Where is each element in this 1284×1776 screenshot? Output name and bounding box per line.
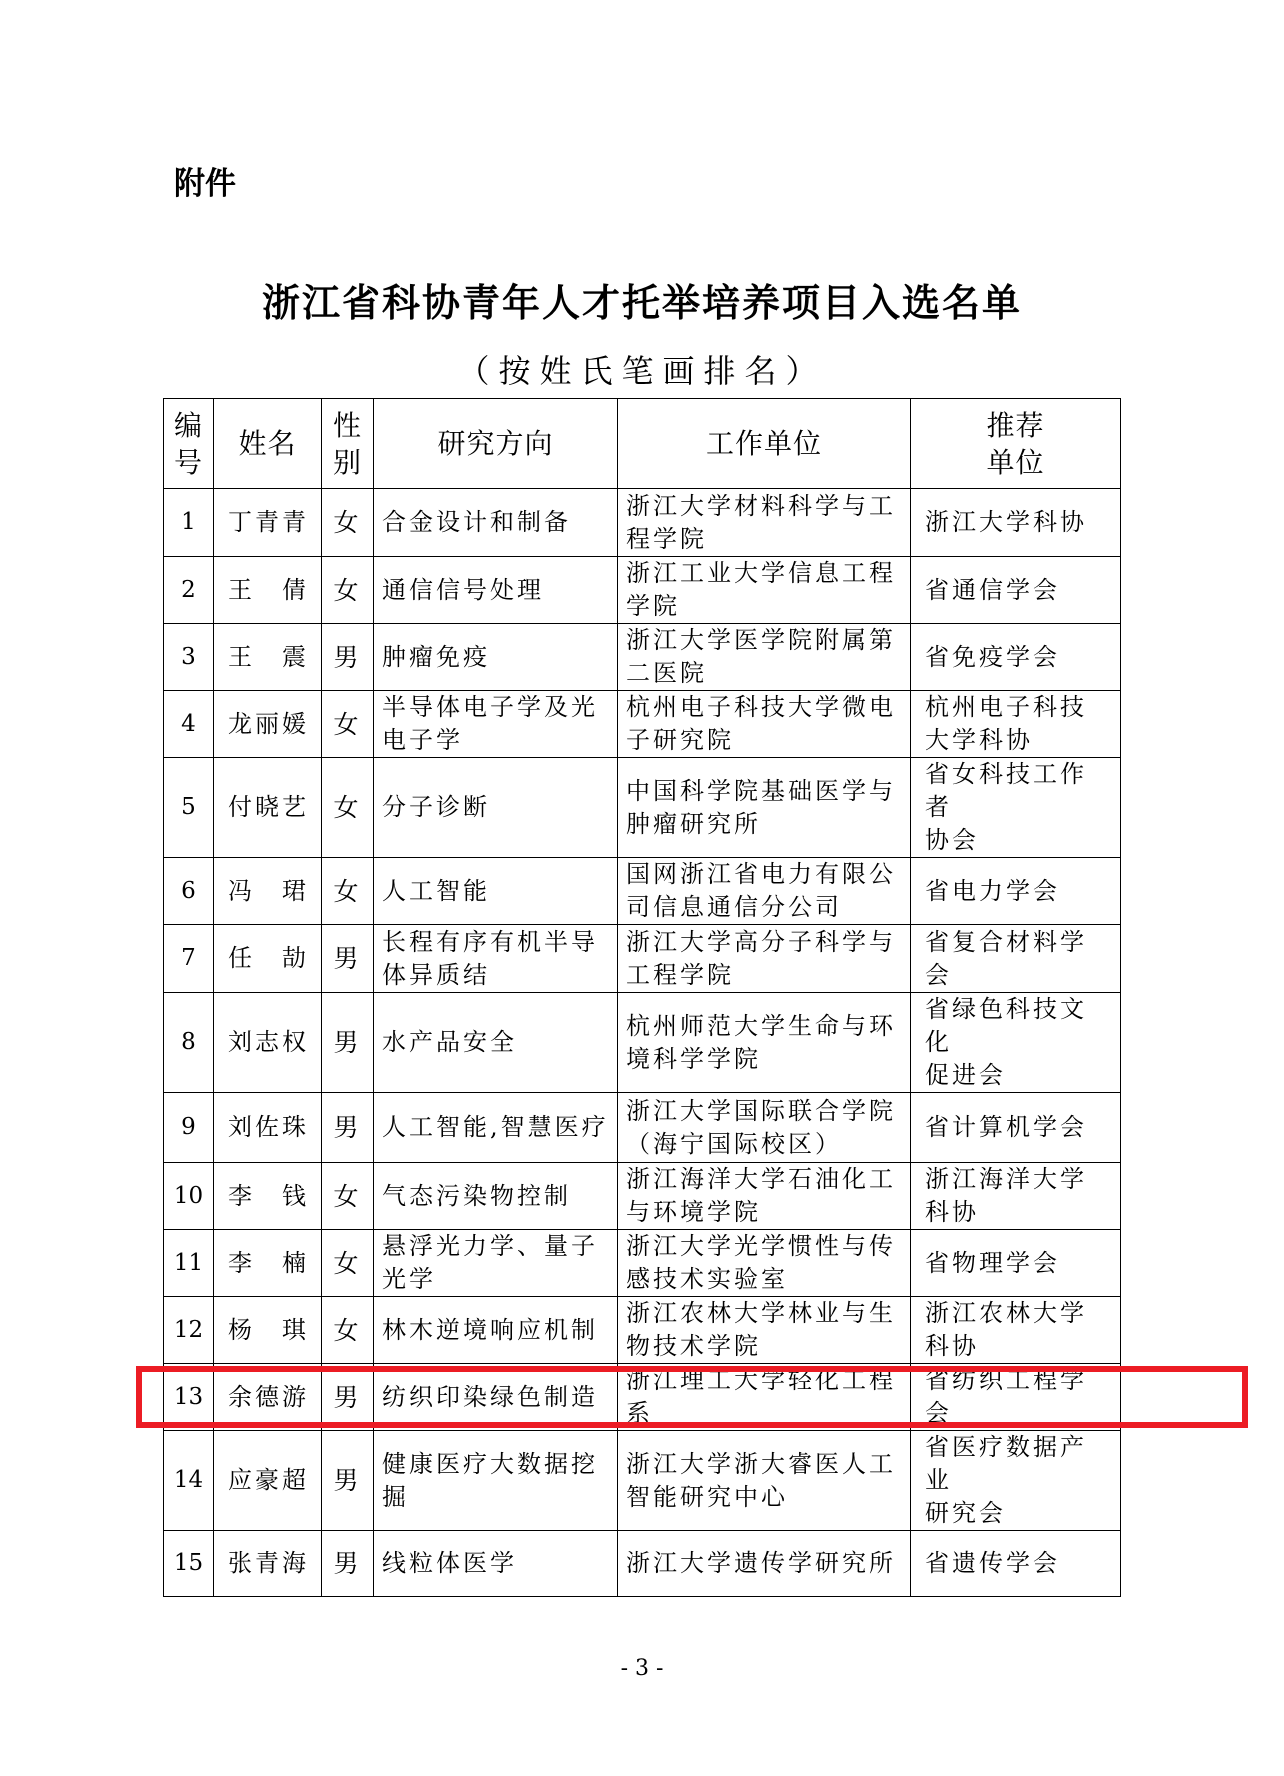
- table-row: [164, 858, 1121, 925]
- cell-recommender-line: 协会: [925, 826, 979, 854]
- cell-research-line: 悬浮光力学、量子: [382, 1232, 598, 1260]
- document-title: 浙江省科协青年人才托举培养项目入选名单: [261, 281, 1022, 325]
- cell-gender: 男: [322, 993, 374, 1093]
- cell-research-line: 线粒体医学: [382, 1549, 517, 1577]
- cell-name: 余德游: [214, 1364, 322, 1431]
- cell-recommender: [911, 1093, 1121, 1163]
- cell-recommender: [911, 624, 1121, 691]
- cell-employer: [618, 1230, 911, 1297]
- cell-name: 杨 琪: [214, 1297, 322, 1364]
- cell-research: [374, 858, 618, 925]
- cell-employer: [618, 624, 911, 691]
- cell-recommender: [911, 758, 1121, 858]
- cell-recommender-line: 省物理学会: [925, 1248, 1060, 1277]
- header-number: [164, 399, 214, 489]
- cell-employer-line: 浙江工业大学信息工程: [626, 559, 896, 587]
- cell-recommender: [911, 1431, 1121, 1531]
- table-row: [164, 1531, 1121, 1597]
- cell-recommender: [911, 691, 1121, 758]
- cell-employer: [618, 489, 911, 557]
- cell-recommender-line: 省绿色科技文化: [925, 995, 1087, 1056]
- cell-research-line: 人工智能: [382, 876, 490, 905]
- cell-name: 任 劼: [214, 925, 322, 993]
- cell-employer-line: 浙江农林大学林业与生: [626, 1299, 896, 1327]
- highlight-box-row-13: [136, 1366, 1248, 1428]
- cell-employer-line: （海宁国际校区）: [626, 1129, 842, 1158]
- cell-gender: 男: [322, 1431, 374, 1531]
- cell-recommender-line: 浙江农林大学: [925, 1299, 1087, 1327]
- cell-research: [374, 925, 618, 993]
- cell-research: [374, 1093, 618, 1163]
- cell-employer-line: 浙江海洋大学石油化工: [626, 1165, 896, 1193]
- page-number: - 3 -: [620, 1656, 664, 1681]
- cell-number: 8: [164, 993, 214, 1093]
- cell-employer: [618, 858, 911, 925]
- cell-research: [374, 1431, 618, 1531]
- cell-number: 1: [164, 489, 214, 557]
- header-research: 研究方向: [374, 399, 618, 489]
- cell-employer-line: 浙江大学高分子科学与: [626, 927, 896, 956]
- cell-gender: 女: [322, 1230, 374, 1297]
- cell-recommender-line: 杭州电子科技: [925, 693, 1087, 721]
- cell-research: [374, 624, 618, 691]
- cell-research: [374, 758, 618, 858]
- cell-recommender-line: 省通信学会: [925, 575, 1060, 604]
- cell-number: 5: [164, 758, 214, 858]
- cell-employer: [618, 1297, 911, 1364]
- cell-recommender: [911, 925, 1121, 993]
- cell-research-line: 纺织印染绿色制造: [382, 1382, 598, 1411]
- cell-gender: 男: [322, 1364, 374, 1431]
- cell-research: [374, 993, 618, 1093]
- cell-name: 刘佐珠: [214, 1093, 322, 1163]
- cell-employer: [618, 557, 911, 624]
- cell-research-line: 人工智能,智慧医疗: [382, 1113, 609, 1141]
- cell-recommender-line: 大学科协: [925, 726, 1033, 754]
- cell-recommender-line: 省计算机学会: [925, 1113, 1087, 1141]
- cell-gender: 男: [322, 1531, 374, 1597]
- cell-employer-line: 浙江大学光学惯性与传: [626, 1232, 896, 1260]
- cell-gender: 男: [322, 925, 374, 993]
- cell-name: 应豪超: [214, 1431, 322, 1531]
- cell-gender: 女: [322, 489, 374, 557]
- header-gender-line-1: 性: [332, 408, 362, 442]
- cell-recommender-line: 浙江大学科协: [925, 508, 1087, 536]
- cell-name: 王 震: [214, 624, 322, 691]
- cell-number: 4: [164, 691, 214, 758]
- cell-employer-line: 杭州师范大学生命与环: [626, 1011, 896, 1040]
- cell-research-line: 健康医疗大数据挖掘: [382, 1449, 598, 1511]
- cell-recommender-line: 省医疗数据产业: [925, 1433, 1087, 1494]
- table-row: [164, 1093, 1121, 1163]
- cell-name: 李 楠: [214, 1230, 322, 1297]
- header-number-line-1: 编: [173, 408, 203, 442]
- cell-recommender: [911, 489, 1121, 557]
- cell-number: 7: [164, 925, 214, 993]
- cell-name: 王 倩: [214, 557, 322, 624]
- cell-research: [374, 1297, 618, 1364]
- cell-recommender-line: 科协: [925, 1198, 979, 1226]
- cell-recommender-line: 浙江海洋大学: [925, 1165, 1087, 1193]
- cell-employer-line: 司信息通信分公司: [626, 893, 842, 921]
- cell-research-line: 分子诊断: [382, 793, 490, 821]
- header-employer: 工作单位: [618, 399, 911, 489]
- cell-employer: [618, 1163, 911, 1230]
- table-row: [164, 1163, 1121, 1230]
- cell-employer-line: 肿瘤研究所: [626, 809, 761, 838]
- table-row: [164, 758, 1121, 858]
- cell-number: 11: [164, 1230, 214, 1297]
- cell-employer-line: 二医院: [626, 659, 707, 687]
- cell-research: [374, 1531, 618, 1597]
- cell-gender: 女: [322, 858, 374, 925]
- cell-recommender-line: 研究会: [925, 1499, 1006, 1527]
- document-subtitle: （按姓氏笔画排名）: [457, 352, 827, 390]
- cell-employer-line: 物技术学院: [626, 1332, 761, 1360]
- cell-research-line: 体异质结: [382, 960, 490, 989]
- header-name: 姓名: [214, 399, 322, 489]
- cell-research: [374, 691, 618, 758]
- cell-employer: [618, 758, 911, 858]
- cell-gender: 女: [322, 758, 374, 858]
- cell-number: 2: [164, 557, 214, 624]
- table-row: [164, 1431, 1121, 1531]
- table-row: [164, 1297, 1121, 1364]
- cell-research: [374, 1163, 618, 1230]
- cell-recommender-line: 省免疫学会: [925, 642, 1060, 671]
- cell-recommender-line: 省电力学会: [925, 876, 1060, 905]
- cell-gender: 男: [322, 1093, 374, 1163]
- cell-employer-line: 浙江大学浙大睿医人工: [626, 1449, 896, 1478]
- cell-employer-line: 中国科学院基础医学与: [626, 776, 896, 805]
- cell-name: 张青海: [214, 1531, 322, 1597]
- table-row: [164, 691, 1121, 758]
- cell-research-line: 气态污染物控制: [382, 1181, 571, 1210]
- cell-employer: [618, 993, 911, 1093]
- cell-employer-line: 子研究院: [626, 726, 734, 754]
- cell-employer-line: 工程学院: [626, 960, 734, 989]
- cell-employer-line: 浙江理工大学轻化工程系: [626, 1366, 896, 1427]
- header-gender-line-2: 别: [332, 445, 362, 479]
- cell-number: 13: [164, 1364, 214, 1431]
- cell-employer-line: 杭州电子科技大学微电: [626, 693, 896, 721]
- table-row: [164, 489, 1121, 557]
- cell-name: 龙丽媛: [214, 691, 322, 758]
- cell-recommender-line: 省复合材料学会: [925, 927, 1087, 989]
- cell-number: 6: [164, 858, 214, 925]
- cell-research-line: 电子学: [382, 726, 463, 754]
- cell-number: 15: [164, 1531, 214, 1597]
- header-recommender: [911, 399, 1121, 489]
- cell-employer: [618, 691, 911, 758]
- cell-recommender-line: 省遗传学会: [925, 1549, 1060, 1577]
- cell-name: 付晓艺: [214, 758, 322, 858]
- cell-number: 12: [164, 1297, 214, 1364]
- cell-research-line: 半导体电子学及光: [382, 693, 598, 721]
- table-row: [164, 993, 1121, 1093]
- table-row: [164, 624, 1121, 691]
- cell-employer-line: 程学院: [626, 524, 707, 553]
- cell-employer-line: 浙江大学材料科学与工: [626, 491, 896, 520]
- cell-research: [374, 557, 618, 624]
- cell-employer-line: 学院: [626, 592, 680, 620]
- table-row: [164, 1230, 1121, 1297]
- cell-recommender: [911, 858, 1121, 925]
- cell-employer-line: 与环境学院: [626, 1198, 761, 1226]
- cell-number: 9: [164, 1093, 214, 1163]
- cell-employer-line: 感技术实验室: [626, 1265, 788, 1293]
- cell-number: 10: [164, 1163, 214, 1230]
- cell-employer-line: 浙江大学国际联合学院: [626, 1096, 896, 1125]
- cell-recommender-line: 省女科技工作者: [925, 760, 1087, 821]
- cell-research-line: 林木逆境响应机制: [382, 1315, 598, 1344]
- cell-employer: [618, 1531, 911, 1597]
- cell-recommender: [911, 1531, 1121, 1597]
- cell-research-line: 合金设计和制备: [382, 508, 571, 536]
- cell-employer-line: 浙江大学医学院附属第: [626, 626, 896, 654]
- cell-employer-line: 国网浙江省电力有限公: [626, 860, 896, 888]
- cell-gender: 女: [322, 1297, 374, 1364]
- cell-research: [374, 489, 618, 557]
- header-recommender-line-2: 单位: [986, 445, 1045, 479]
- header-number-line-2: 号: [173, 445, 203, 479]
- cell-recommender: [911, 557, 1121, 624]
- cell-gender: 女: [322, 557, 374, 624]
- table-row: [164, 925, 1121, 993]
- header-recommender-line-1: 推荐: [986, 408, 1045, 442]
- cell-recommender-line: 省纺织工程学会: [925, 1366, 1087, 1427]
- cell-number: 14: [164, 1431, 214, 1531]
- cell-recommender: [911, 993, 1121, 1093]
- attachment-label: 附件: [174, 166, 236, 202]
- cell-recommender: [911, 1163, 1121, 1230]
- cell-research-line: 光学: [382, 1265, 436, 1293]
- cell-employer: [618, 925, 911, 993]
- cell-name: 李 钱: [214, 1163, 322, 1230]
- cell-research: [374, 1230, 618, 1297]
- table-body: [164, 489, 1121, 1597]
- table-row: [164, 557, 1121, 624]
- cell-name: 刘志权: [214, 993, 322, 1093]
- cell-recommender-line: 科协: [925, 1332, 979, 1360]
- cell-recommender-line: 促进会: [925, 1061, 1006, 1089]
- cell-recommender: [911, 1297, 1121, 1364]
- cell-research-line: 肿瘤免疫: [382, 642, 490, 671]
- table-header-row: [164, 399, 1121, 489]
- cell-gender: 男: [322, 624, 374, 691]
- cell-employer-line: 境科学学院: [626, 1044, 761, 1073]
- cell-recommender: [911, 1230, 1121, 1297]
- cell-research-line: 水产品安全: [382, 1028, 517, 1056]
- cell-number: 3: [164, 624, 214, 691]
- cell-employer: [618, 1431, 911, 1531]
- cell-employer: [618, 1093, 911, 1163]
- cell-employer-line: 浙江大学遗传学研究所: [626, 1549, 896, 1577]
- cell-employer-line: 智能研究中心: [626, 1482, 788, 1511]
- header-gender: [322, 399, 374, 489]
- cell-gender: 女: [322, 1163, 374, 1230]
- cell-gender: 女: [322, 691, 374, 758]
- cell-name: 丁青青: [214, 489, 322, 557]
- cell-name: 冯 珺: [214, 858, 322, 925]
- cell-research-line: 通信信号处理: [382, 575, 544, 604]
- cell-research-line: 长程有序有机半导: [382, 927, 598, 956]
